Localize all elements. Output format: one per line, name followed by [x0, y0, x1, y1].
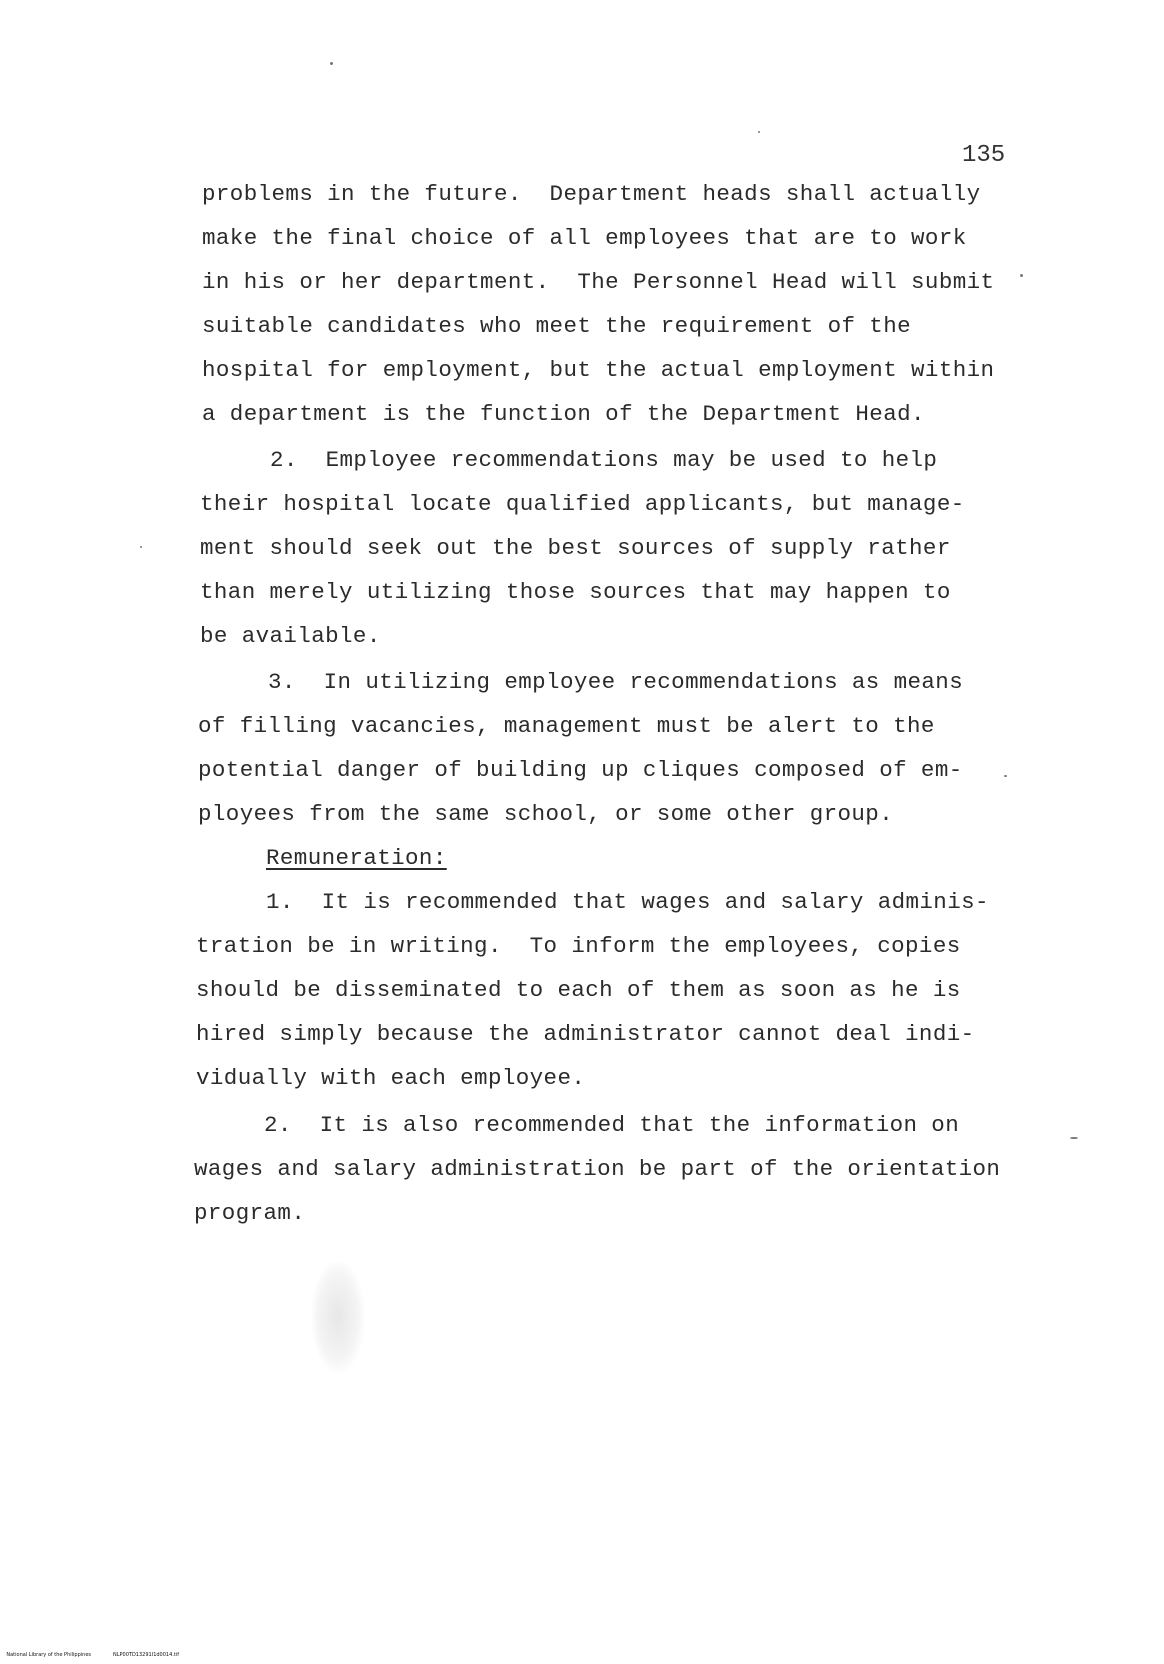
section-heading: Remuneration:: [266, 845, 447, 871]
text-line: suitable candidates who meet the requirement of the: [202, 313, 912, 339]
text-line: a department is the function of the Department Head.: [202, 401, 925, 427]
text-line: wages and salary administration be part of the orientation: [194, 1156, 1001, 1182]
text-line: program.: [194, 1200, 306, 1226]
text-line: should be disseminated to each of them as soon as he is: [196, 977, 961, 1003]
text-line: hired simply because the administrator cannot deal indi-: [196, 1021, 975, 1047]
scan-speck: [330, 62, 333, 65]
text-line: in his or her department. The Personnel Head will submit: [202, 269, 995, 295]
text-line: vidually with each employee.: [196, 1065, 586, 1091]
text-line: potential danger of building up cliques composed of em-: [198, 757, 963, 783]
text-line: make the final choice of all employees that are to work: [202, 225, 967, 251]
text-line: 1. It is recommended that wages and salary adminis-: [266, 889, 989, 915]
scan-speck: [1004, 775, 1007, 777]
scan-speck: [140, 546, 142, 548]
text-line: than merely utilizing those sources that may happen to: [200, 579, 951, 605]
text-line: of filling vacancies, management must be alert to the: [198, 713, 935, 739]
text-line: ment should seek out the best sources of supply rather: [200, 535, 951, 561]
scan-speck: [1070, 1137, 1078, 1139]
text-line: 2. Employee recommendations may be used to help: [270, 447, 938, 473]
text-line: problems in the future. Department heads shall actually: [202, 181, 981, 207]
footer-file-id: NLP00TD13291I1d0014.tif: [113, 1652, 179, 1658]
scan-speck: [758, 131, 760, 133]
scan-smudge: [312, 1262, 364, 1372]
text-line: ployees from the same school, or some other group.: [198, 801, 894, 827]
text-line: hospital for employment, but the actual employment within: [202, 357, 995, 383]
scan-footer: [0, 1646, 201, 1664]
scan-speck: [1020, 274, 1023, 277]
text-line: tration be in writing. To inform the employees, copies: [196, 933, 961, 959]
text-line: 3. In utilizing employee recommendations as means: [268, 669, 964, 695]
page-number: 135: [962, 142, 1006, 169]
text-line: their hospital locate qualified applicants, but manage-: [200, 491, 965, 517]
text-line: be available.: [200, 623, 381, 649]
footer-library: National Library of the Philippines: [6, 1652, 91, 1658]
text-line: 2. It is also recommended that the information on: [264, 1112, 960, 1138]
